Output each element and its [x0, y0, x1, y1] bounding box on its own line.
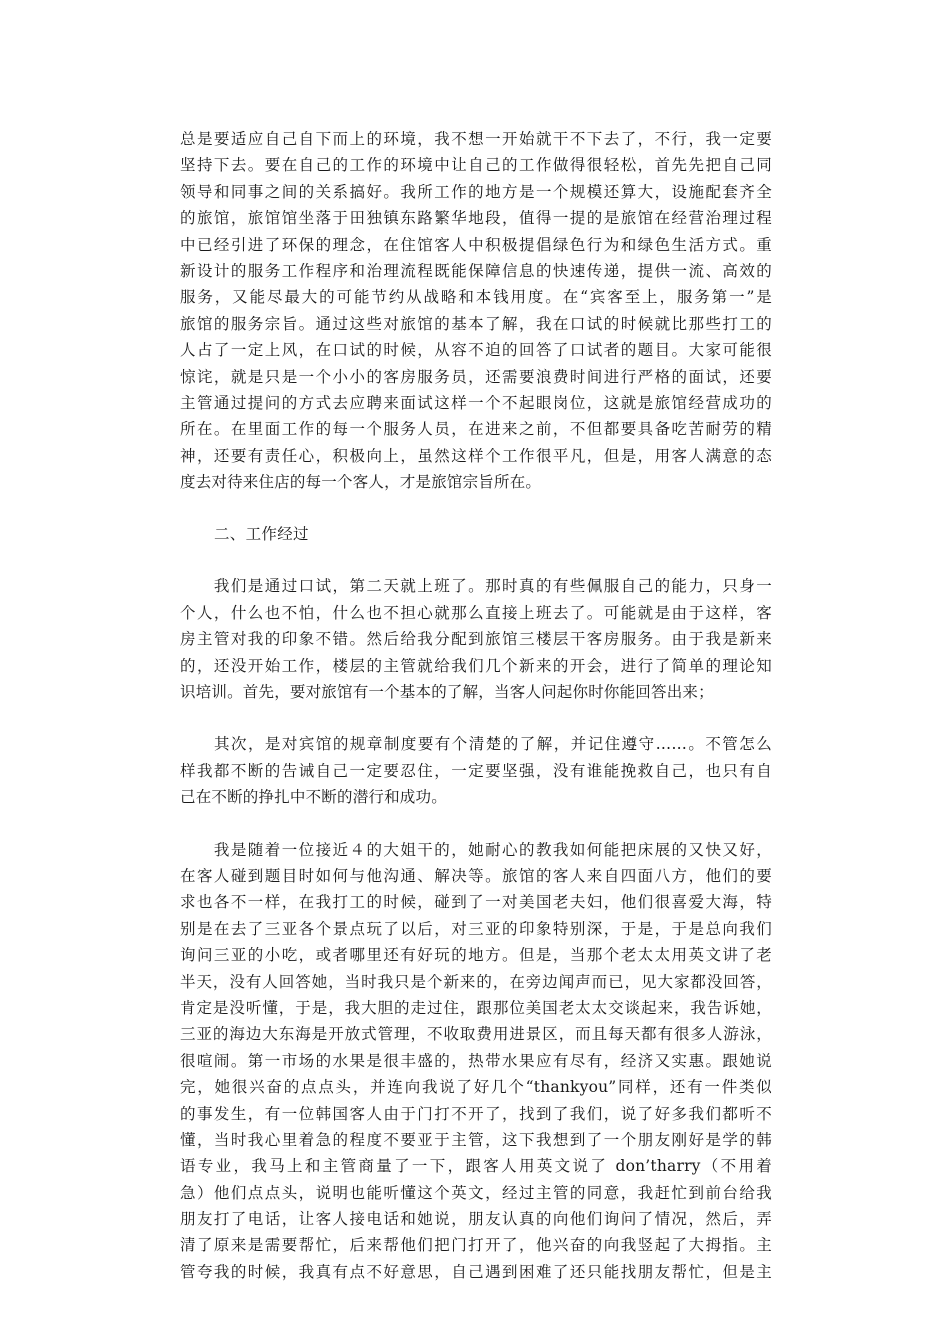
text-line: 我们是通过口试，第二天就上班了。那时真的有些佩服自己的能力，只身一 [180, 577, 772, 596]
text-line: 三亚的海边大东海是开放式管理，不收取费用进景区，而且每天都有很多人游泳， [180, 1025, 772, 1044]
section-heading: 二、工作经过 [214, 525, 309, 544]
text-line: 求也各不一样，在我打工的时候，碰到了一对美国老夫妇，他们很喜爱大海，特 [180, 893, 772, 912]
paragraph-rules [180, 731, 772, 810]
text-line: 其次，是对宾馆的规章制度要有个清楚的了解，并记住遵守……。不管怎么 [180, 735, 772, 754]
text-line: 总是要适应自己自下而上的环境，我不想一开始就干不下去了，不行，我一定要 [180, 130, 772, 148]
text-line: 懂，当时我心里着急的程度不要亚于主管，这下我想到了一个朋友刚好是学的韩 [180, 1130, 772, 1149]
text-line: 完，她很兴奋的点点头，并连向我说了好几个“thankyou”同样，还有一件类似 [180, 1078, 772, 1097]
text-line: 中已经引进了环保的理念，在住馆客人中积极提倡绿色行为和绿色生活方式。重 [180, 235, 772, 254]
text-line: 很喧闹。第一市场的水果是很丰盛的，热带水果应有尽有，经济又实惠。跟她说 [180, 1051, 772, 1070]
text-line: 度去对待来住店的每一个客人，才是旅馆宗旨所在。 [180, 473, 542, 492]
text-line: 别是在去了三亚各个景点玩了以后，对三亚的印象特别深，于是，于是总向我们 [180, 919, 772, 938]
text-line: 语专业，我马上和主管商量了一下，跟客人用英文说了 don’tharry（不用着 [180, 1157, 772, 1176]
text-line: 神，还要有责任心，积极向上，虽然这样个工作很平凡，但是，用客人满意的态 [180, 446, 772, 465]
paragraph-experience [180, 837, 772, 1286]
text-line: 样我都不断的告诫自己一定要忍住，一定要坚强，没有谁能挽救自己，也只有自 [180, 761, 772, 780]
text-line: 坚持下去。要在自己的工作的环境中让自己的工作做得很轻松，首先先把自己同 [180, 156, 772, 175]
paragraph-work-start [180, 573, 772, 705]
text-line: 肯定是没听懂，于是，我大胆的走过住，跟那位美国老太太交谈起来，我告诉她， [180, 998, 772, 1017]
text-line: 管夸我的时候，我真有点不好意思，自己遇到困难了还只能找朋友帮忙，但是主 [180, 1262, 772, 1281]
text-line: 人占了一定上风，在口试的时候，从容不迫的回答了口试者的题目。大家可能很 [180, 341, 772, 360]
text-line: 的事发生，有一位韩国客人由于门打不开了，找到了我们，说了好多我们都听不 [180, 1104, 772, 1123]
document-page [180, 126, 772, 1311]
text-line: 我是随着一位接近４的大姐干的，她耐心的教我如何能把床展的又快又好， [180, 840, 772, 859]
text-line: 在客人碰到题目时如何与他沟通、解决等。旅馆的客人来自四面八方，他们的要 [180, 866, 772, 885]
text-line: 惊诧，就是只是一个小小的客房服务员，还需要浪费时间进行严格的面试，还要 [180, 367, 772, 386]
text-line: 急）他们点点头，说明也能听懂这个英文，经过主管的同意，我赶忙到前台给我 [180, 1183, 772, 1202]
text-line: 领导和同事之间的关系搞好。我所工作的地方是一个规模还算大，设施配套齐全 [180, 182, 772, 201]
text-line: 主管通过提问的方式去应聘来面试这样一个不起眼岗位，这就是旅馆经营成功的 [180, 393, 772, 412]
text-line: 服务，又能尽最大的可能节约从战略和本钱用度。在“宾客至上，服务第一”是 [180, 288, 772, 307]
text-line: 己在不断的挣扎中不断的潜行和成功。 [180, 788, 447, 807]
text-line: 新设计的服务工作程序和治理流程既能保障信息的快速传递，提供一流、高效的 [180, 261, 772, 280]
text-line: 个人，什么也不怕，什么也不担心就那么直接上班去了。可能就是由于这样，客 [180, 603, 772, 622]
text-line: 的，还没开始工作，楼层的主管就给我们几个新来的开会，进行了简单的理论知 [180, 656, 772, 675]
text-line: 询问三亚的小吃，或者哪里还有好玩的地方。但是，当那个老太太用英文讲了老 [180, 946, 772, 965]
text-line: 所在。在里面工作的每一个服务人员，在进来之前，不但都要具备吃苦耐劳的精 [180, 420, 772, 439]
text-line: 清了原来是需要帮忙，后来帮他们把门打开了，他兴奋的向我竖起了大拇指。主 [180, 1236, 772, 1255]
text-line: 识培训。首先，要对旅馆有一个基本的了解，当客人问起你时你能回答出来； [180, 683, 714, 702]
paragraph-intro [180, 126, 772, 495]
text-line: 房主管对我的印象不错。然后给我分配到旅馆三楼层干客房服务。由于我是新来 [180, 630, 772, 649]
text-line: 旅馆的服务宗旨。通过这些对旅馆的基本了解，我在口试的时候就比那些打工的 [180, 314, 772, 333]
text-line: 朋友打了电话，让客人接电话和她说，朋友认真的向他们询问了情况，然后，弄 [180, 1210, 772, 1229]
text-line: 的旅馆，旅馆馆坐落于田独镇东路繁华地段，值得一提的是旅馆在经营治理过程 [180, 209, 772, 228]
text-line: 半天，没有人回答她，当时我只是个新来的，在旁边闻声而已，见大家都没回答， [180, 972, 772, 991]
